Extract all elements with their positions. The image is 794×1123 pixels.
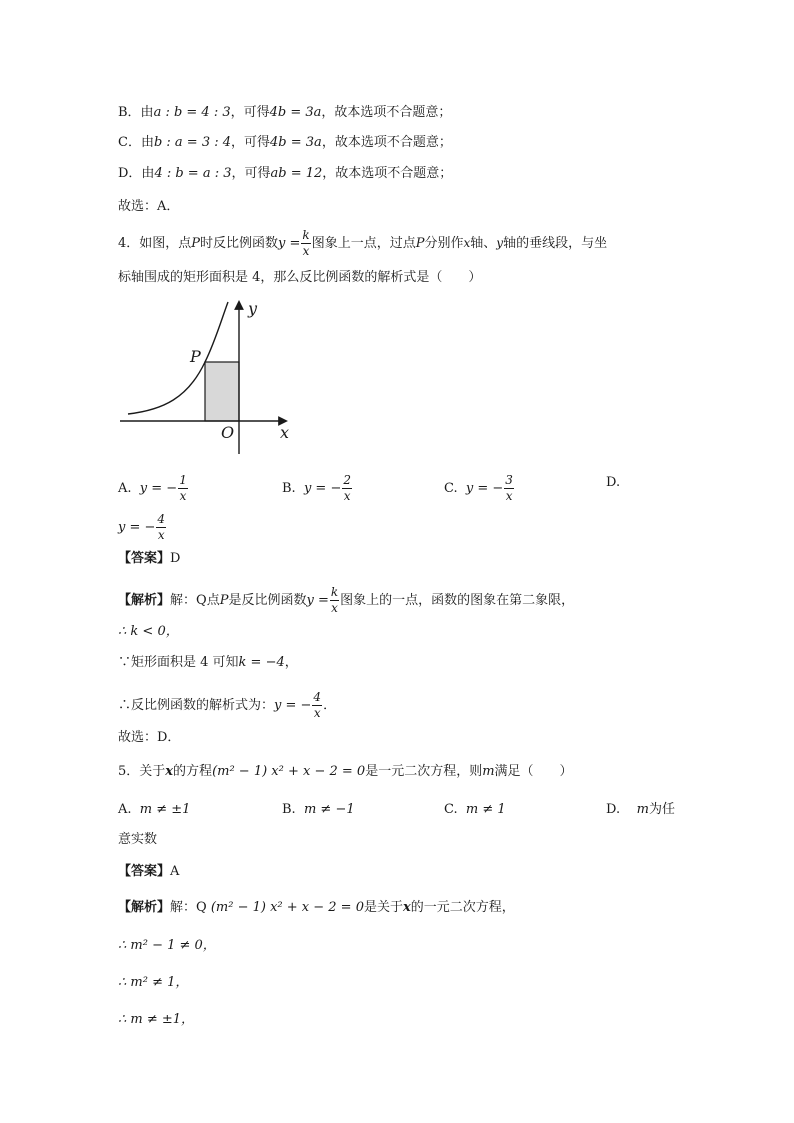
q5-analysis-line3: ∴ m² ≠ 1，	[118, 975, 189, 990]
q4-graph	[118, 298, 308, 458]
q4-choose: 故选：D．	[118, 730, 181, 745]
q4-option-d-expression: y = − $\frac{4}{x}$	[118, 512, 166, 542]
q4-stem-line1: 4．如图，点P时反比例函数y = $\frac{k}{x}$ 图象上一点，过点P分别作x轴、y轴的垂线段，与坐	[118, 228, 608, 258]
q4-option-d[interactable]: D.	[606, 475, 621, 490]
q5-option-d-wrap: 意实数	[118, 832, 158, 847]
fraction-k-over-x: $\frac{k}{x}$	[302, 228, 310, 258]
q4-stem-line2: 标轴围成的矩形面积是 4，那么反比例函数的解析式是（ ）	[118, 270, 482, 285]
q4-analysis-line1: 【解析】解：Q点P是反比例函数y = $\frac{k}{x}$ 图象上的一点，函数的图象在第二象限，	[118, 585, 575, 615]
y-axis-label: y	[248, 299, 258, 318]
q5-analysis-line4: ∴ m ≠ ±1，	[118, 1012, 195, 1027]
option-c-explanation: C．由b : a = 3 : 4，可得4b = 3a，故本选项不合题意；	[118, 135, 452, 150]
option-d-explanation: D．由4 : b = a : 3，可得ab = 12，故本选项不合题意；	[118, 166, 453, 181]
point-p-label: P	[190, 347, 201, 366]
q4-analysis-line3: ∵矩形面积是 4 可知k = −4，	[118, 655, 298, 670]
q4-option-b[interactable]: B. y = − $\frac{2}{x}$	[282, 473, 351, 503]
q5-option-d[interactable]: D. m为任	[606, 802, 675, 817]
x-axis-label: x	[280, 423, 290, 442]
q4-analysis-line2: ∴ k < 0，	[118, 624, 179, 639]
rectangle-shaded	[205, 362, 239, 421]
q4-graph-figure	[118, 298, 308, 458]
q5-analysis-line1: 【解析】解：Q (m² − 1) x² + x − 2 = 0是关于x的一元二次方程，	[118, 900, 515, 915]
q4-analysis-line4: ∴反比例函数的解析式为：y = − $\frac{4}{x}$ ．	[118, 690, 337, 720]
option-b-explanation: B．由a : b = 4 : 3，可得4b = 3a，故本选项不合题意；	[118, 105, 452, 120]
q5-option-c[interactable]: C. m ≠ 1	[444, 802, 506, 817]
q5-answer: 【答案】A	[118, 864, 180, 879]
q5-option-a[interactable]: A. m ≠ ±1	[118, 802, 191, 817]
q5-analysis-line2: ∴ m² − 1 ≠ 0，	[118, 938, 216, 953]
origin-label: O	[221, 423, 235, 442]
q4-option-c[interactable]: C. y = − $\frac{3}{x}$	[444, 473, 513, 503]
q5-stem: 5．关于x的方程(m² − 1) x² + x − 2 = 0是一元二次方程，则m满足（ ）	[118, 764, 573, 779]
q4-answer: 【答案】D	[118, 551, 181, 566]
q4-option-a[interactable]: A. y = − $\frac{1}{x}$	[118, 473, 187, 503]
choose-answer-a: 故选：A．	[118, 199, 180, 214]
q5-option-b[interactable]: B. m ≠ −1	[282, 802, 355, 817]
